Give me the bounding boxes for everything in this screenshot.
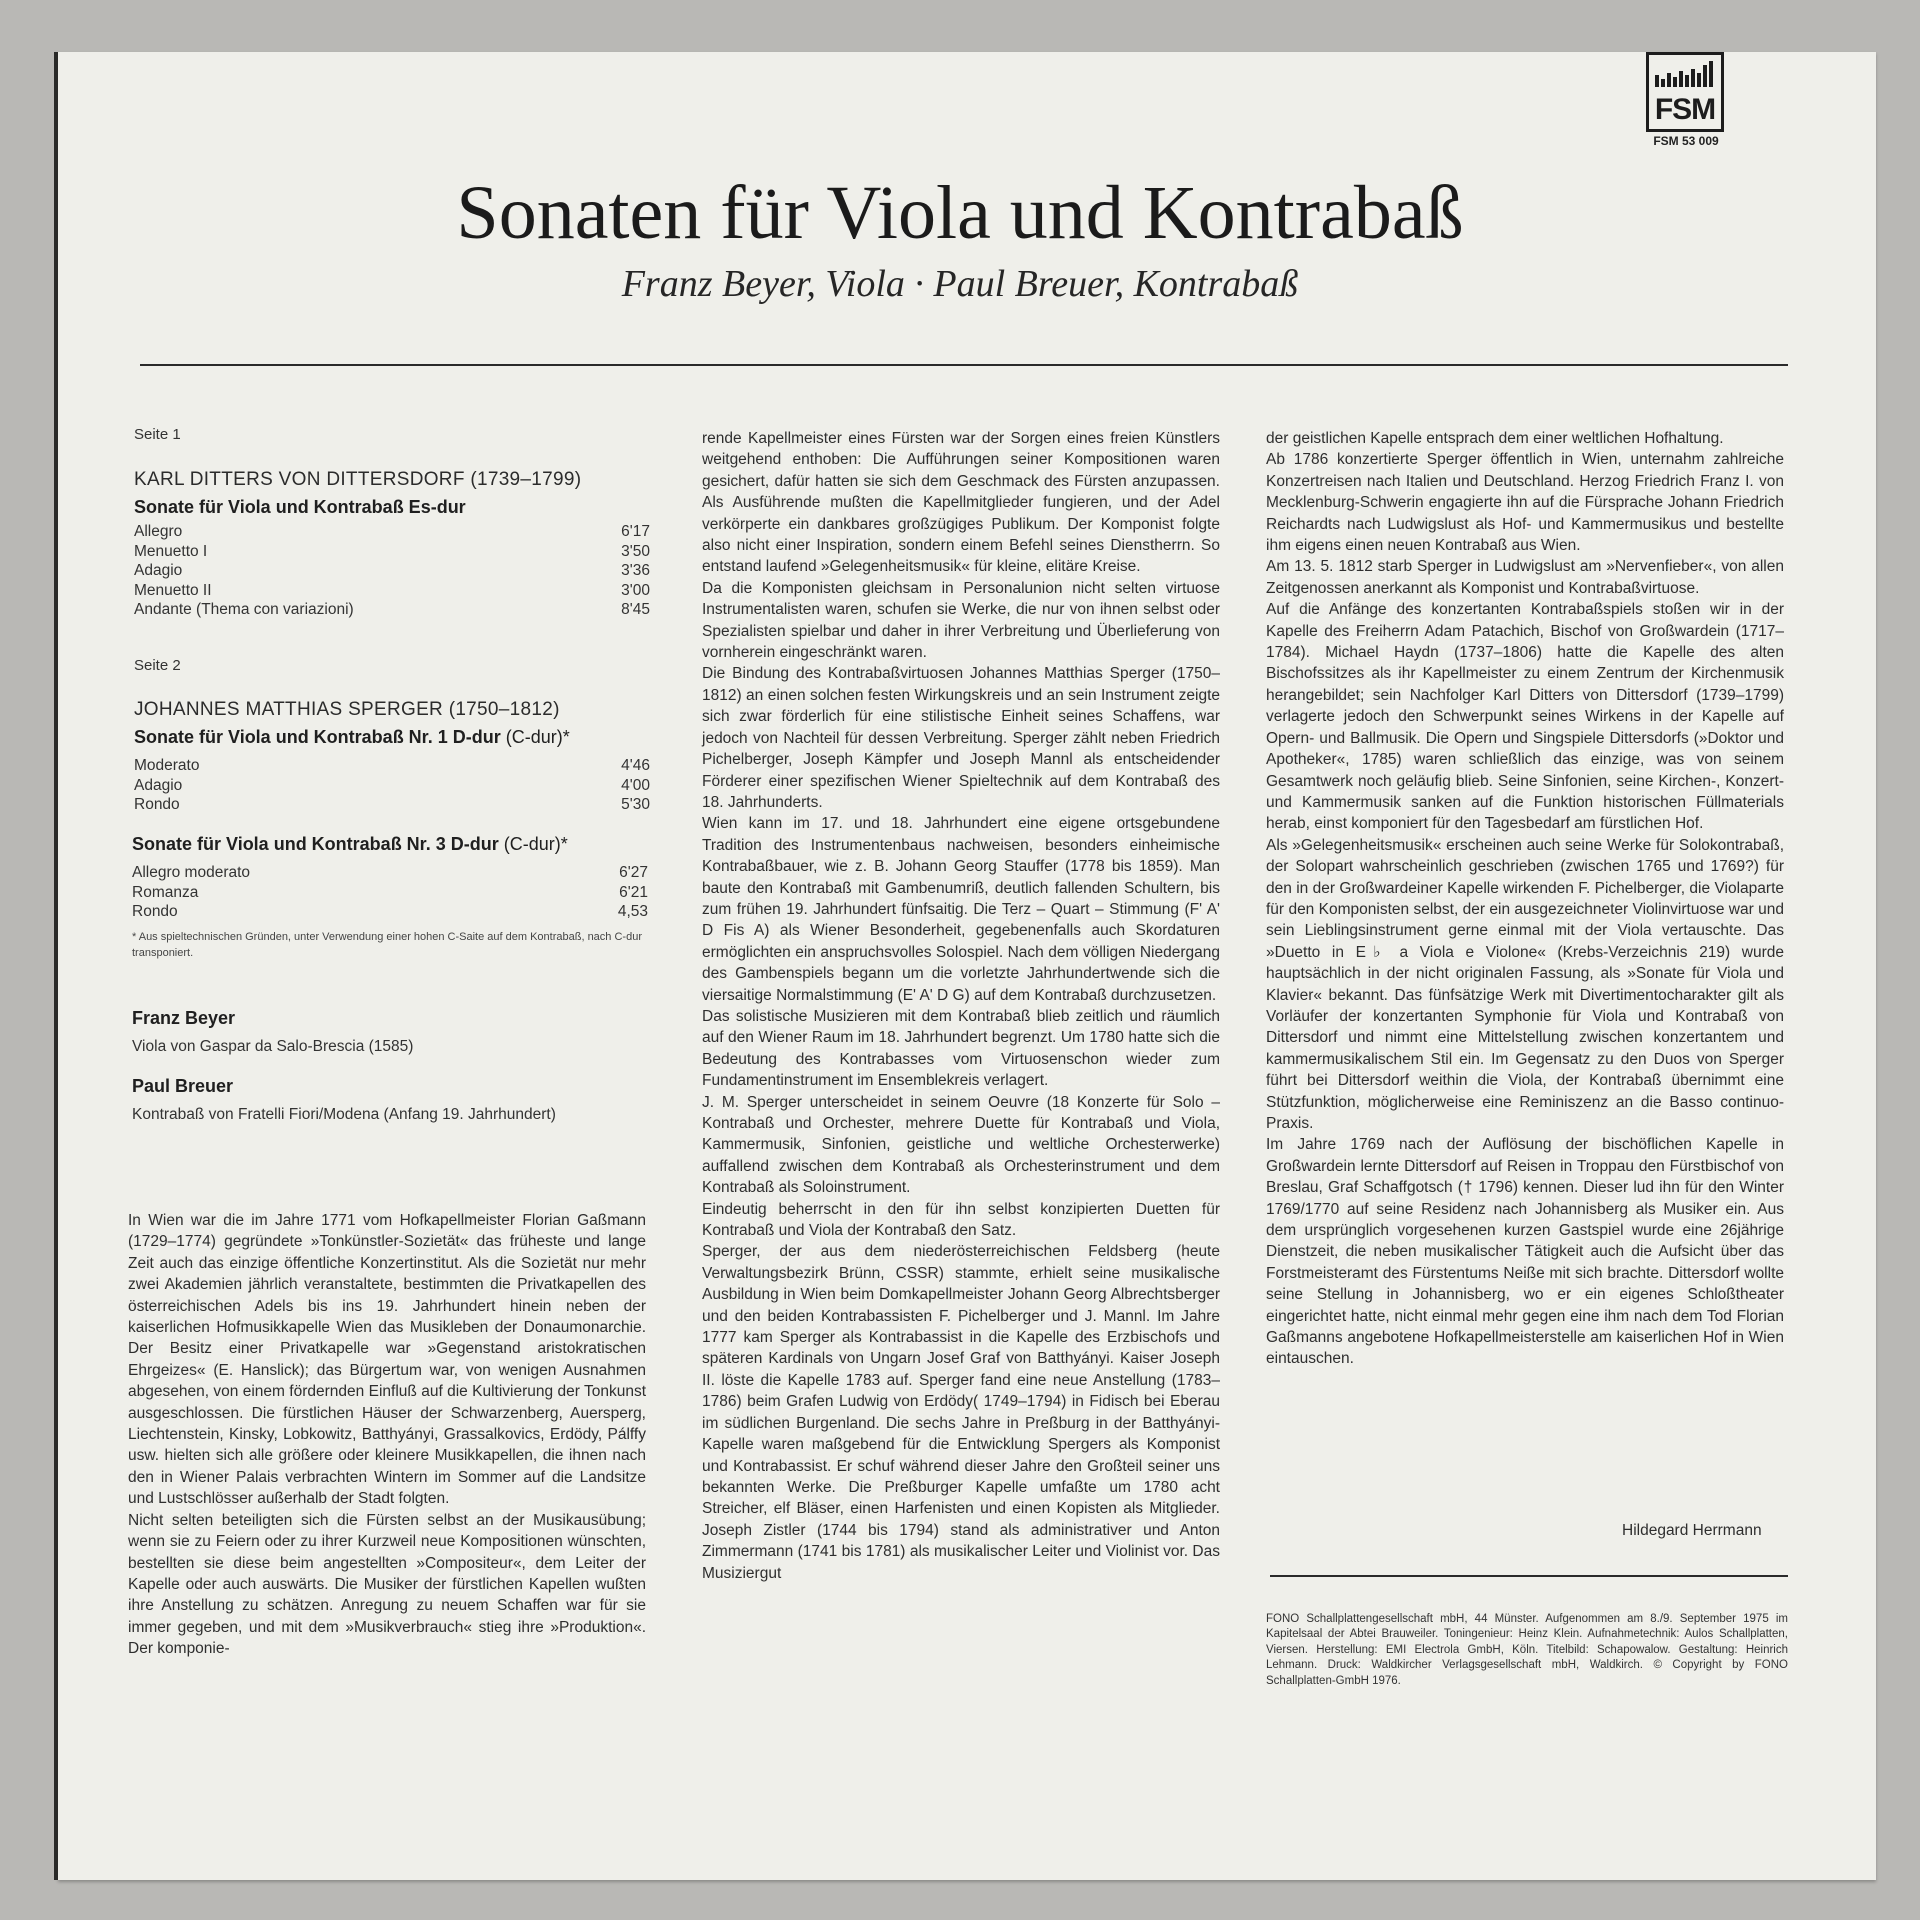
paragraph: Da die Komponisten gleichsam in Personalunion nicht selten virtuose Instrumentalisten waren, schufen sie Werke, die nur von ihnen selbst oder Spezialisten spielbar und daher in ihrer Verbreitung und Überlieferung von vornherein eingeschränkt waren. [702, 579, 1220, 662]
track-row [132, 883, 648, 903]
logo-letters: FSM [1654, 93, 1716, 126]
side1-sonata-title: Sonate für Viola und Kontrabaß Es-dur [134, 497, 466, 517]
track-name: Rondo [132, 903, 178, 920]
album-subtitle: Franz Beyer, Viola · Paul Breuer, Kontrabaß [621, 263, 1299, 305]
paragraph: Auf die Anfänge des konzertanten Kontrabaßspiels stoßen wir in der Kapelle des Freiherrn Adam Patachich, Bischof von Großwardein (1717–1784). Michael Haydn (1737–1806) hatte die Kapelle des alten Bischofssitzes als ihr Kapellmeister zu einem Zentrum der Kirchenmusik herangebildet; sein Nachfolger Karl Ditters von Dittersdorf (1739–1799) verlagerte jedoch den Schwerpunkt seines Wirkens in der Kapelle auf Opern- und Ballmusik. Die Opern und Singspiele Dittersdorfs (»Doktor und Apotheker«, 1785) waren schließlich das einzige, was von seinem Gesamtwerk noch geläufig blieb. Seine Sinfonien, seine Kirchen-, Konzert- und Kammermusik sanken auf die Funktion historischen Füllmaterials herab, einst komponiert für den Tagesbedarf am fürstlichen Hof. [1266, 601, 1784, 833]
transposition-footnote: * Aus spieltechnischen Gründen, unter Verwendung einer hohen C-Saite auf dem Kontrabaß, nach C-dur transponiert. [132, 931, 642, 959]
paragraph: der geistlichen Kapelle entsprach dem einer weltlichen Hofhaltung. [1266, 430, 1724, 447]
track-name: Romanza [132, 883, 199, 901]
track-name: Moderato [134, 757, 200, 774]
track-name: Andante (Thema con variazioni) [134, 601, 354, 618]
paragraph: Die Bindung des Kontrabaßvirtuosen Johannes Matthias Sperger (1750–1812) an einen solchen festen Wirkungskreis und an sein Instrument zeigte sich zwar förderlich für eine stilistische Einheit seines Schaffens, war jedoch von Nachteil für dessen Verbreitung. Sperger zählt neben Friedrich Pichelberger, Joseph Kämpfer und Joseph Mannl als entscheidender Förderer einer spezifischen Wiener Spieltechnik auf dem Kontrabaß des 18. Jahrhunderts. [702, 665, 1220, 811]
paragraph: Sperger, der aus dem niederösterreichischen Feldsberg (heute Verwaltungsbezirk Brünn, CSSR) stammte, erhielt seine musikalische Ausbildung in Wien beim Domkapellmeister Johann Georg Albrechtsberger und den beiden Kontrabassisten F. Pichelberger und J. Mannl. Im Jahre 1777 kam Sperger als Kontrabassist in die Kapelle des Erzbischofs und späteren Kardinals von Ungarn Josef Graf von Batthyányi. Kaiser Joseph II. löste die Kapelle 1783 auf. Sperger fand eine neue Anstellung (1783–1786) beim Grafen Ludwig von Erdödy( 1749–1794) in Fidisch bei Eberau im südlichen Burgenland. Die sechs Jahre in Preßburg in der Batthyányi-Kapelle waren maßgebend für die Entwicklung Spergers als Komponist und Kontrabassist. Er schuf während dieser Jahre den Großteil seiner uns bekannten Werke. Die Preßburger Kapelle umfaßte um 1780 acht Streicher, elf Bläser, einen Harfenisten und einen Kopisten als Mitglieder. Joseph Zistler (1744 bis 1794) stand als administrativer und Anton Zimmermann (1741 bis 1781) als musikalischer Leiter und Violinist vor. Das Musiziergut [702, 1243, 1220, 1582]
track-name: Allegro [134, 523, 183, 540]
sonata3-title-text: Sonate für Viola und Kontrabaß Nr. 3 D-dur [132, 834, 499, 854]
side2-composer [134, 699, 560, 721]
track-duration: 3'00 [621, 581, 650, 599]
track-name: Menuetto II [134, 581, 212, 599]
performer-name-breuer: Paul Breuer [132, 1076, 234, 1096]
track-row [134, 600, 650, 620]
track-duration: 6'21 [619, 883, 648, 901]
paragraph: Als »Gelegenheitsmusik« erscheinen auch seine Werke für Solokontrabaß, der Solopart wahrscheinlich geschrieben (zwischen 1765 und 1769?) für den in der Großwardeiner Kapelle wirkenden F. Pichelberger, die Violaparte für den Komponisten selbst, der ein ausgezeichneter Violinvirtuose war und sein Lieblingsinstrument gerne einmal mit der Viola vertauschte. Das »Duetto in E♭ a Viola e Violone« (Krebs-Verzeichnis 219) wurde hauptsächlich in der nicht originalen Fassung, als »Sonate für Viola und Klavier« bekannt. Das fünfsätzige Werk mit Divertimentocharakter gilt als Vorläufer der konzertanten Symphonie für Viola und Kontrabaß von Dittersdorf und nimmt eine Mittelstellung zwischen konzertantem und kammermusikalischem Stil ein. Im Gegensatz zu den Duos von Sperger führt bei Dittersdorf weithin die Viola, der Kontrabaß übernimmt eine Stützfunktion, möglicherweise eine Reminiszenz an die Basso continuo-Praxis. [1266, 836, 1784, 1132]
track-duration: 5'30 [621, 796, 650, 813]
performer-instrument-breuer: Kontrabaß von Fratelli Fiori/Modena (Anfang 19. Jahrhundert) [132, 1106, 556, 1123]
logo-bars-icon [1653, 61, 1717, 87]
track-row [134, 561, 650, 581]
paragraph: Ab 1786 konzertierte Sperger öffentlich in Wien, unternahm zahlreiche Konzertreisen nach Italien und Deutschland. Herzog Friedrich Franz I. von Mecklenburg-Schwerin engagierte ihn auf die Fürsprache Johann Friedrich Reichardts nach Ludwigslust als Hof- und Kammermusikus und bestellte ihm eigens einen neuen Kontrabaß aus Wien. [1266, 451, 1784, 555]
sonata1-note: (C-dur)* [505, 727, 570, 747]
track-row [134, 756, 650, 776]
paragraph: In Wien war die im Jahre 1771 vom Hofkapellmeister Florian Gaßmann (1729–1774) gegründete »Tonkünstler-Sozietät« das früheste und lange Zeit auch das einzige öffentliche Konzertinstitut. Als die Sozietät nur mehr zwei Akademien jährlich veranstaltete, bestimmten die Privatkapellen des österreichischen Adels bis ins 19. Jahrhundert hinein neben der kaiserlichen Hofmusikkapelle Wien das Musikleben der Donaumonarchie. Der Besitz einer Privatkapelle war »Gegenstand aristokratischen Ehrgeizes« (E. Hanslick); das Bürgertum war, von wenigen Ausnahmen abgesehen, von einem fördernden Einfluß auf die Kultivierung der Tonkunst ausgeschlossen. Die fürstlichen Häuser der Schwarzenberg, Auersperg, Liechtenstein, Kinsky, Lobkowitz, Batthyányi, Grassalkovics, Erdödy, Pálffy usw. hielten sich alle größere oder kleinere Musikkapellen, die ihnen nach den in Wiener Palais verbrachten Wintern im Sommer auf die Landsitze und Lustschlösser außerhalb der Stadt folgten. [128, 1212, 646, 1508]
sonata1-title [134, 727, 570, 748]
paragraph: J. M. Sperger unterscheidet in seinem Oeuvre (18 Konzerte für Solo – Kontrabaß und Orchester, mehrere Duette für Kontrabaß und Viola, Kammermusik, Sinfonien, geistliche und weltliche Orchesterwerke) auffallend zwischen dem Kontrabaß als Orchesterinstrument und dem Kontrabaß als Soloinstrument. [702, 1093, 1220, 1197]
sonata3-tracklist [132, 863, 648, 922]
side2-composer-dates: (1750–1812) [448, 699, 560, 720]
track-row [134, 776, 650, 796]
paragraph: rende Kapellmeister eines Fürsten war der Sorgen eines freien Künstlers weitgehend enthoben: Die Aufführungen seiner Kompositionen waren gesichert, dafür hatten sie sich dem Geschmack des Fürsten anzupassen. Als Ausführende mußten die Kapellmitglieder fungieren, und der Adel verkörperte ein dankbares großzügiges Publikum. Der Komponist folgte also nicht einer Inspiration, sondern einem Befehl seines Dienstherrn. So entstand laufend »Gelegenheitsmusik« für kleine, elitäre Kreise. [702, 430, 1220, 576]
album-title: Sonaten für Viola und Kontrabaß [456, 171, 1464, 255]
track-row [132, 863, 648, 883]
track-duration: 4'00 [621, 776, 650, 794]
liner-notes-column-3 [1266, 428, 1784, 1370]
sonata1-title-text: Sonate für Viola und Kontrabaß Nr. 1 D-dur [134, 727, 501, 747]
sonata1-tracklist [134, 756, 650, 815]
catalog-number: FSM 53 009 [1653, 134, 1719, 148]
fsm-logo [1646, 52, 1724, 132]
side2-composer-name: JOHANNES MATTHIAS SPERGER [134, 699, 444, 720]
header-divider [140, 364, 1788, 366]
paragraph: Eindeutig beherrscht in den für ihn selbst konzipierten Duetten für Kontrabaß und Viola der Kontrabaß den Satz. [702, 1200, 1220, 1240]
track-name: Menuetto I [134, 542, 208, 560]
sonata3-title [132, 834, 568, 855]
side1-composer-dates: (1739–1799) [470, 469, 582, 490]
side1-tracklist [134, 522, 650, 620]
side1-composer [134, 469, 581, 491]
track-duration: 4'46 [621, 757, 650, 774]
track-name: Allegro moderato [132, 864, 251, 881]
liner-notes-column-1 [128, 1210, 646, 1660]
side2-label: Seite 2 [134, 657, 181, 674]
side1-composer-name: KARL DITTERS VON DITTERSDORF [134, 469, 465, 490]
side1-label: Seite 1 [134, 426, 181, 443]
track-duration: 6'27 [619, 864, 648, 881]
track-name: Adagio [134, 776, 183, 794]
track-row [132, 902, 648, 922]
track-name: Rondo [134, 796, 180, 813]
performer-name-beyer: Franz Beyer [132, 1008, 236, 1028]
track-row [134, 522, 650, 542]
paragraph: Nicht selten beteiligten sich die Fürsten selbst an der Musikausübung; wenn sie zu Feiern oder zu ihrer Kurzweil neue Kompositionen wünschten, bestellten sie diese beim angestellten »Compositeur«, dem Leiter der Kapelle oder auch auswärts. Die Musiker der fürstlichen Kapellen wußten ihre Anstellung zu schätzen. Anregung zu neuem Schaffen war für sie immer gegeben, und mit dem »Musikverbrauch« stieg ihre »Produktion«. Der komponie- [128, 1511, 646, 1658]
paragraph: Wien kann im 17. und 18. Jahrhundert eine eigene ortsgebundene Tradition des Instrumentenbaus nachweisen, besonders einheimische Kontrabaßbauer, wie z. B. Johann Georg Stauffer (1778 bis 1859). Man baute den Kontrabaß mit Gambenumriß, deutlich fallenden Schultern, bis zum frühen 19. Jahrhundert fünfsaitig. Die Terz – Quart – Stimmung (F' A' D Fis A) als Wiener Besonderheit, gegebenenfalls auch Skordaturen ermöglichten ein anspruchsvolles Solospiel. Nach dem völligen Niedergang des Gambenspiels begann um die vorletzte Jahrhundertwende sich die viersaitige Normalstimmung (E' A' D G) auf dem Kontrabaß durchzusetzen. [702, 815, 1220, 1004]
sonata3-note: (C-dur)* [503, 834, 568, 854]
production-credits: FONO Schallplattengesellschaft mbH, 44 Münster. Aufgenommen am 8./9. September 1975 im Kapitelsaal der Abtei Brauweiler. Toningenieur: Heinz Klein. Aufnahmetechnik: Aulos Schallplatten, Viersen. Herstellung: EMI Electrola GmbH, Köln. Titelbild: Schapowalow. Gestaltung: Heinrich Lehmann. Druck: Waldkircher Verlagsgesellschaft mbH, Waldkirch. © Copyright by FONO Schallplatten-GmbH 1976. [1266, 1613, 1788, 1687]
paragraph: Im Jahre 1769 nach der Auflösung der bischöflichen Kapelle in Großwardein lernte Dittersdorf auf Reisen in Troppau den Fürstbischof von Breslau, Graf Schaffgotsch († 1796) kennen. Dieser lud ihn für den Winter 1769/1770 auf seine Residenz nach Johannisberg als Musiker ein. Aus dem ursprünglich vorgesehenen kurzen Gastspiel wurde eine 26jährige Dienstzeit, die neben musikalischer Tätigkeit auch die Aufsicht über das Forstmeisteramt des Fürstentums Neiße mit sich brachte. Dittersdorf wollte seine Stellung in Johannisberg, wo er ein eigenes Schloßtheater eingerichtet hatte, nicht einmal mehr gegen eine ihm nach dem Tod Florian Gaßmanns angebotene Hofkapellmeisterstelle am kaiserlichen Hof in Wien eintauschen. [1266, 1136, 1784, 1368]
track-duration: 4,53 [617, 903, 648, 920]
paragraph: Das solistische Musizieren mit dem Kontrabaß blieb zeitlich und räumlich auf den Wiener Raum im 18. Jahrhundert begrenzt. Um 1780 hatte sich die Bedeutung des Kontrabasses vom Virtuosenschon wieder zum Fundamentinstrument im Ensemblekreis verlagert. [702, 1007, 1220, 1090]
track-name: Adagio [134, 562, 183, 579]
paragraph: Am 13. 5. 1812 starb Sperger in Ludwigslust am »Nervenfieber«, von allen Zeitgenossen anerkannt als Komponist und Kontrabaßvirtuose. [1266, 558, 1784, 597]
track-row [134, 542, 650, 562]
track-duration: 3'50 [621, 542, 650, 560]
track-row [134, 795, 650, 815]
liner-notes-author: Hildegard Herrmann [1622, 1522, 1762, 1539]
track-duration: 6'17 [621, 523, 650, 540]
track-duration: 3'36 [621, 562, 650, 579]
performer-instrument-beyer: Viola von Gaspar da Salo-Brescia (1585) [132, 1038, 414, 1055]
liner-notes-column-2 [702, 428, 1220, 1584]
credits-divider [1270, 1575, 1788, 1577]
track-duration: 8'45 [621, 601, 650, 618]
track-row [134, 581, 650, 601]
